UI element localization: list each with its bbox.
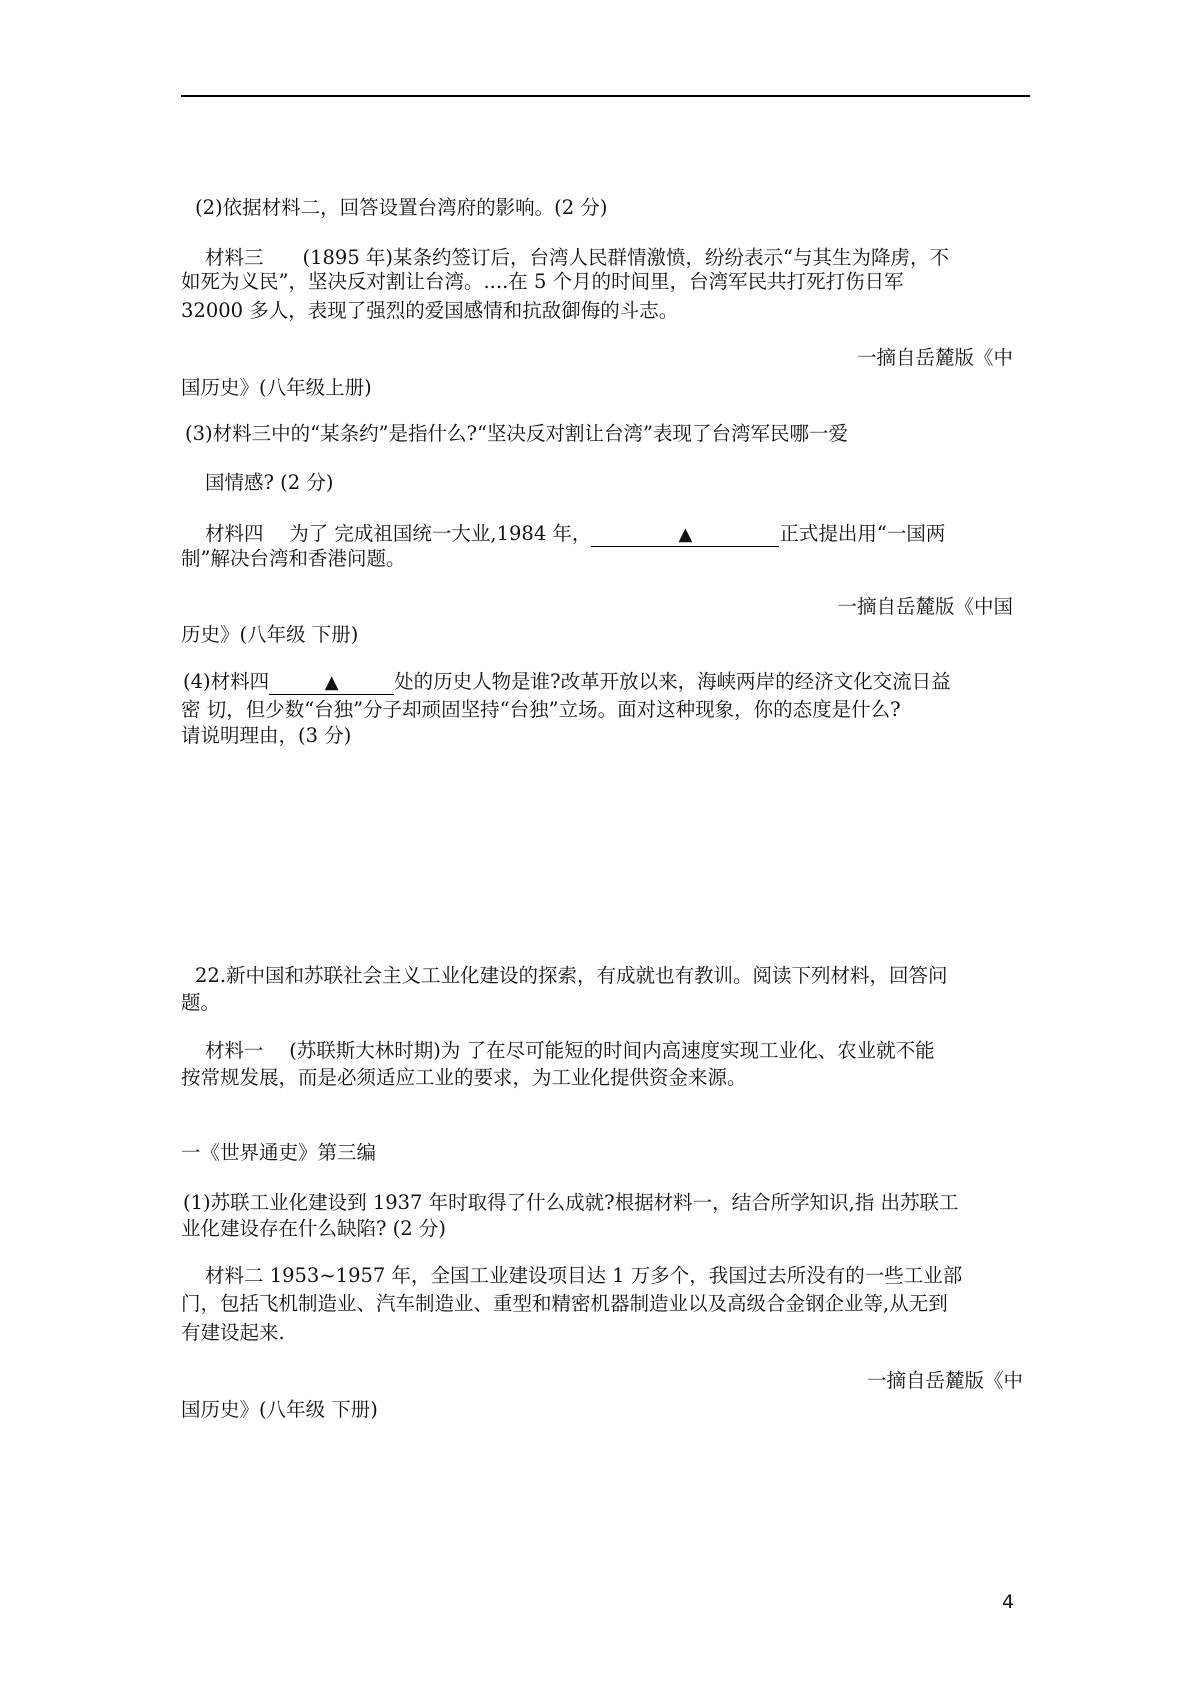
source-2-line-1: 一摘自岳麓版《中: [866, 1369, 1023, 1392]
answer-blank-2: [269, 671, 394, 695]
question-4-line-2: 密 切，但少数“台独”分子却顽固坚持“台独”立场。面对这种现象，你的态度是什么?: [181, 698, 901, 721]
source-3-line-2: 国历史》(八年级上册): [181, 376, 372, 399]
question-22-line-2: 题。: [181, 991, 221, 1014]
material-3-line-2: 如死为义民”，坚决反对割让台湾。....在 5 个月的时间里，台湾军民共打死打伤日军: [181, 270, 904, 293]
question-4-text-b: 处的历史人物是谁?改革开放以来，海峡两岸的经济文化交流日益: [394, 670, 951, 693]
material-4-line-2: 制”解决台湾和香港问题。: [181, 547, 406, 570]
material-4-line-1: [205, 521, 945, 547]
material-1-line-1: 材料一 (苏联斯大林时期)为 了在尽可能短的时间内高速度实现工业化、农业就不能: [205, 1039, 935, 1062]
material-3-line-3: 32000 多人，表现了强烈的爱国感情和抗敌御侮的斗志。: [181, 299, 679, 322]
triangle-marker-icon: ▲: [678, 524, 693, 545]
question-1-line-1: (1)苏联工业化建设到 1937 年时取得了什么成就?根据材料一，结合所学知识,指 出苏联工: [183, 1191, 959, 1214]
header-rule: [181, 95, 1030, 97]
material-2-line-2: 门，包括飞机制造业、汽车制造业、重型和精密机器制造业以及高级合金钢企业等,从无到: [181, 1292, 948, 1315]
source-1: 一《世界通吏》第三编: [181, 1141, 377, 1164]
question-3-line-2: 国情感? (2 分): [205, 471, 334, 494]
question-2: (2)依据材料二，回答设置台湾府的影响。(2 分): [195, 196, 608, 219]
question-3-line-1: (3)材料三中的“某条约”是指什么?“坚决反对割让台湾”表现了台湾军民哪一爱: [185, 422, 848, 445]
triangle-marker-icon: ▲: [324, 672, 339, 693]
material-3-line-1: 材料三 (1895 年)某条约签订后，台湾人民群情激愤，纷纷表示“与其生为降虏，不: [205, 246, 950, 269]
question-4-line-1: [183, 669, 951, 695]
question-4-line-3: 请说明理由，(3 分): [181, 724, 352, 747]
source-3-line-1: 一摘自岳麓版《中: [856, 346, 1013, 369]
material-2-line-3: 有建设起来.: [181, 1321, 285, 1344]
material-1-line-2: 按常规发展，而是必须适应工业的要求，为工业化提供资金来源。: [181, 1066, 747, 1089]
source-4-line-2: 历史》(八年级 下册): [181, 623, 359, 646]
page-number: 4: [1002, 1591, 1015, 1613]
question-22-line-1: 22.新中国和苏联社会主义工业化建设的探索，有成就也有教训。阅读下列材料，回答问: [195, 964, 948, 987]
source-2-line-2: 国历史》(八年级 下册): [181, 1398, 378, 1421]
material-4-text-b: 正式提出用“一国两: [779, 522, 946, 545]
question-1-line-2: 业化建设存在什么缺陷? (2 分): [181, 1217, 446, 1240]
source-4-line-1: 一摘自岳麓版《中国: [837, 595, 1013, 618]
material-2-line-1: 材料二 1953~1957 年，全国工业建设项目达 1 万多个，我国过去所没有的一些工业部: [205, 1264, 963, 1287]
material-4-text-a: 材料四 为了 完成祖国统一大业,1984 年，: [205, 522, 592, 545]
answer-blank-1: [591, 523, 779, 547]
question-4-text-a: (4)材料四: [183, 670, 270, 693]
